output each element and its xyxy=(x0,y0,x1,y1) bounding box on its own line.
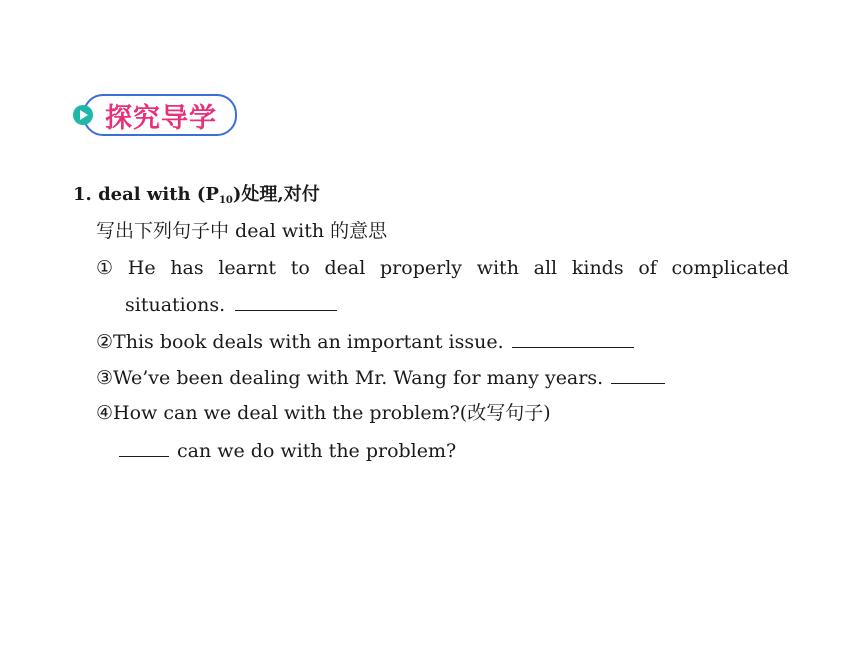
question-word: of xyxy=(638,257,657,279)
answer-blank[interactable] xyxy=(512,329,634,348)
item-heading xyxy=(73,183,320,213)
question-word: has xyxy=(170,257,204,279)
answer-blank[interactable] xyxy=(611,365,665,384)
page-reference: $(P_{10})$ xyxy=(196,184,242,206)
question-4-rewrite xyxy=(119,438,456,463)
answer-blank[interactable] xyxy=(235,292,337,311)
question-note: (改写句子) xyxy=(459,402,551,424)
question-word: learnt xyxy=(218,257,276,279)
question-word: He xyxy=(127,257,156,279)
section-title: 探究导学 xyxy=(105,102,217,134)
answer-blank[interactable] xyxy=(119,438,169,457)
question-word: deal xyxy=(324,257,366,279)
item-phrase: deal with xyxy=(98,184,191,205)
question-word: kinds xyxy=(571,257,624,279)
question-word: properly xyxy=(380,257,462,279)
question-word: complicated xyxy=(671,257,789,279)
item-number: 1. xyxy=(73,184,92,205)
question-2 xyxy=(96,329,634,354)
question-1 xyxy=(96,256,789,280)
question-1-continuation xyxy=(125,292,337,317)
question-word: with xyxy=(476,257,519,279)
question-text: We’ve been dealing with Mr. Wang for many years. xyxy=(113,367,604,389)
section-title-pill xyxy=(83,94,237,136)
question-marker: ① xyxy=(96,257,114,279)
question-4 xyxy=(96,401,551,425)
question-marker: ③ xyxy=(96,367,114,389)
item-meaning: 处理,对付 xyxy=(241,184,320,205)
play-icon xyxy=(73,105,93,125)
section-tag xyxy=(73,95,237,135)
instruction: 写出下列句子中 deal with 的意思 xyxy=(96,220,388,242)
question-word: all xyxy=(533,257,558,279)
question-marker: ④ xyxy=(96,402,114,424)
question-3 xyxy=(96,365,665,390)
question-text: can we do with the problem? xyxy=(177,440,457,462)
question-text: How can we deal with the problem? xyxy=(113,402,460,424)
question-text: situations. xyxy=(125,294,226,316)
question-marker: ② xyxy=(96,331,114,353)
question-text: This book deals with an important issue. xyxy=(113,331,504,353)
question-word: to xyxy=(290,257,310,279)
